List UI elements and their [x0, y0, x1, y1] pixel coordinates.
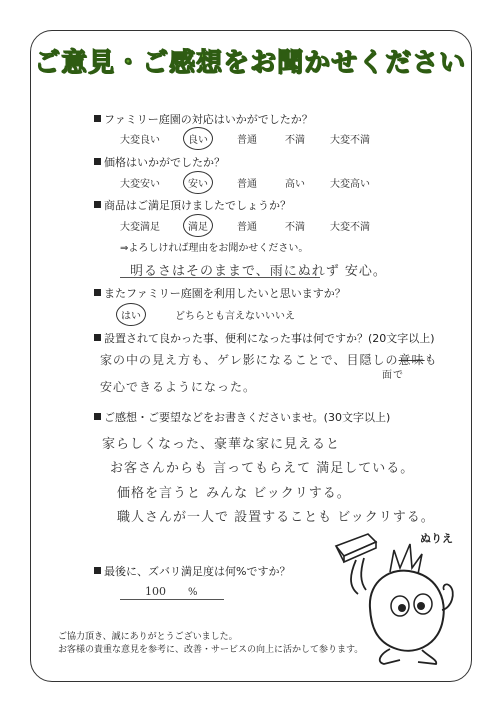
option-no[interactable]: いいえ: [265, 311, 295, 322]
option-neither[interactable]: どちらとも言えない: [175, 311, 265, 322]
option-dissatisfied[interactable]: 不満: [285, 135, 305, 146]
question-comments: ご感想・ご要望などをお書きくださいませ。(30文字以上): [94, 409, 390, 425]
option-yes-selected[interactable]: はい: [121, 307, 141, 322]
question-benefits: 設置されて良かった事、便利になった事は何ですか？(20文字以上): [94, 330, 435, 346]
handwritten-score: 100: [145, 585, 166, 598]
handwritten-benefits-line2: 安心できるようになった。: [100, 380, 257, 394]
footer-thanks: ご協力頂き、誠にありがとうございました。: [58, 632, 238, 642]
handwritten-comment-line1: 家らしくなった、豪華な家に見えると: [102, 437, 341, 452]
bullet-square-icon: [94, 158, 101, 165]
option-very-expensive[interactable]: 大変高い: [330, 179, 370, 190]
page-title: ご意見・ご感想をお聞かせください: [33, 48, 466, 78]
option-very-good[interactable]: 大変良い: [120, 135, 160, 146]
mascot-label: ぬりえ: [420, 532, 453, 545]
option-expensive[interactable]: 高い: [285, 179, 305, 190]
handwritten-comment-line4: 職人さんが一人で 設置することも ビックリする。: [117, 510, 435, 525]
option-normal[interactable]: 普通: [237, 135, 257, 146]
question-reuse: またファミリー庭園を利用したいと思いますか？: [94, 285, 346, 301]
option-very-cheap[interactable]: 大変安い: [120, 179, 160, 190]
handwritten-correction: 面で: [382, 370, 404, 381]
option-normal[interactable]: 普通: [237, 222, 257, 233]
answer-underline: [120, 277, 320, 278]
option-good-selected[interactable]: 良い: [188, 131, 208, 146]
struck-word: 意味: [398, 353, 425, 367]
question-satisfaction: 商品はご満足頂けましたでしょうか？: [94, 197, 291, 213]
option-satisfied-selected[interactable]: 満足: [188, 218, 208, 233]
option-normal[interactable]: 普通: [237, 179, 257, 190]
handwritten-comment-line2: お客さんからも 言ってもらえて 満足している。: [110, 461, 415, 476]
handwritten-comment-line3: 価格を言うと みんな ビックリする。: [117, 486, 351, 501]
option-very-satisfied[interactable]: 大変満足: [120, 222, 160, 233]
bullet-square-icon: [94, 413, 101, 420]
reason-prompt: ⇒よろしければ理由をお聞かせください。: [120, 243, 309, 254]
handwritten-benefits-line1: 家の中の見え方も、ゲレ影になることで、目隠しの意味も: [100, 353, 438, 367]
option-very-dissatisfied[interactable]: 大変不満: [330, 222, 370, 233]
footer-note: お客様の貴重な意見を参考に、改善・サービスの向上に活かして参ります。: [58, 645, 364, 655]
bullet-square-icon: [94, 115, 101, 122]
bullet-square-icon: [94, 567, 101, 574]
option-dissatisfied[interactable]: 不満: [285, 222, 305, 233]
bullet-square-icon: [94, 201, 101, 208]
question-service: ファミリー庭園の対応はいかがでしたか？: [94, 111, 313, 127]
handwritten-reason: 明るさはそのままで、雨にぬれず 安心。: [130, 264, 387, 279]
question-score: 最後に、ズバリ満足度は何%ですか？: [94, 563, 290, 579]
bullet-square-icon: [94, 289, 101, 296]
option-very-dissatisfied[interactable]: 大変不満: [330, 135, 370, 146]
bullet-square-icon: [94, 334, 101, 341]
question-price: 価格はいかがでしたか？: [94, 154, 225, 170]
percent-unit: %: [188, 587, 198, 598]
option-cheap-selected[interactable]: 安い: [188, 175, 208, 190]
score-underline: [120, 599, 224, 600]
